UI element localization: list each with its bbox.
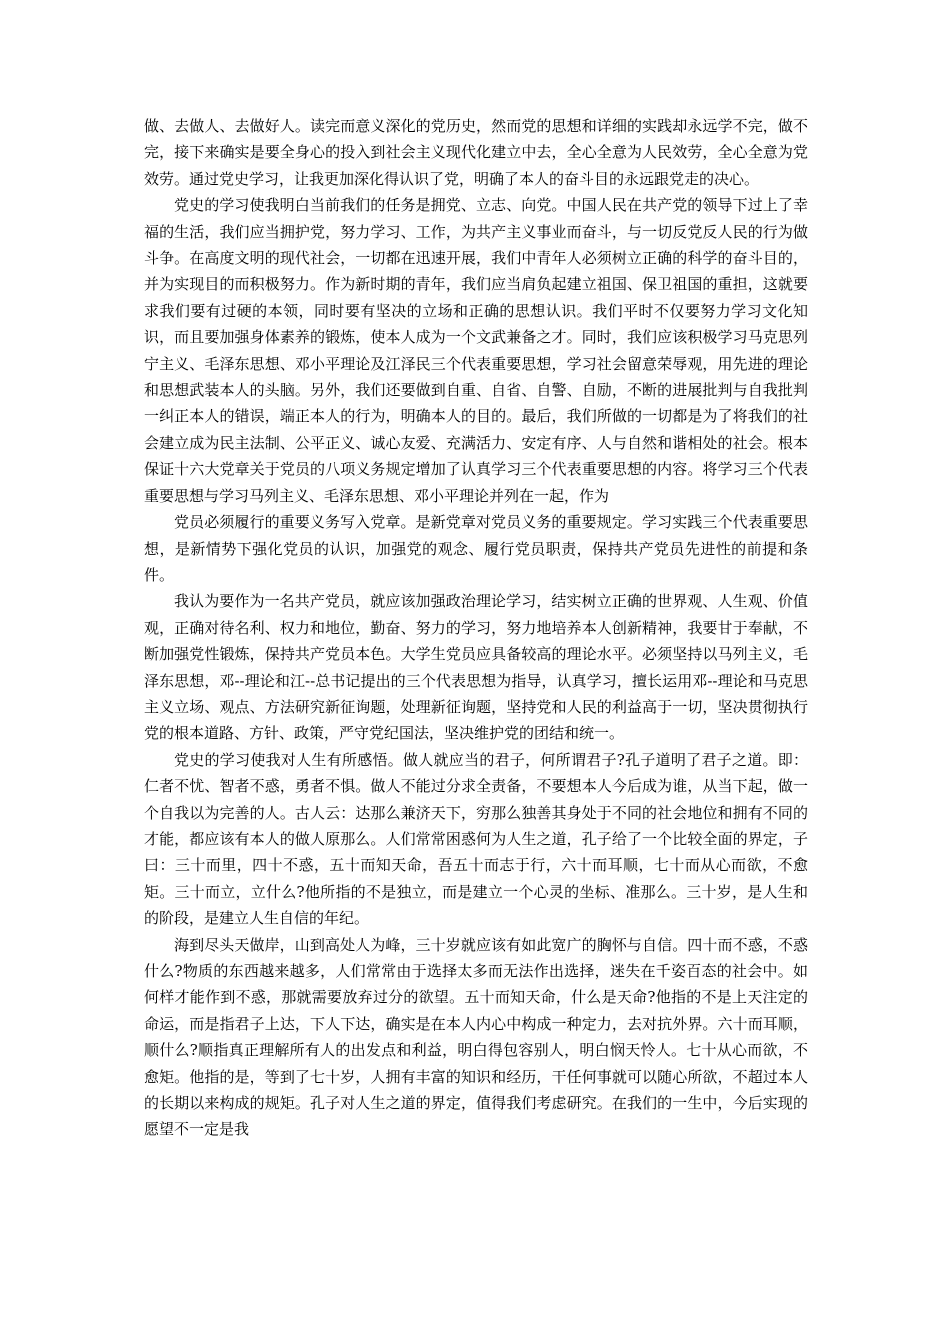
document-body: [144, 113, 808, 1143]
paragraph-5: 党史的学习使我对人生有所感悟。做人就应当的君子，何所谓君子?孔子道明了君子之道。即：仁者不忧、智者不惑，勇者不惧。做人不能过分求全责备，不要想本人今后成为谁，从当下起，做一个自我以为完善的人。古人云：达那么兼济天下，穷那么独善其身处于不同的社会地位和拥有不同的才能，都应该有本人的做人原那么。人们常常困惑何为人生之道，孔子给了一个比较全面的界定，子曰：三十而里，四十不惑，五十而知天命，吾五十而志于行，六十而耳顺，七十而从心而欲，不愈矩。三十而立，立什么?他所指的不是独立，而是建立一个心灵的坐标、准那么。三十岁，是人生和的阶段，是建立人生自信的年纪。: [144, 750, 808, 928]
paragraph-3: 党员必须履行的重要义务写入党章。是新党章对党员义务的重要规定。学习实践三个代表重要思想，是新情势下强化党员的认识，加强党的观念、履行党员职责，保持共产党员先进性的前提和条件。: [144, 513, 808, 584]
paragraph-1: 做、去做人、去做好人。读完而意义深化的党历史，然而党的思想和详细的实践却永远学不完，做不完，接下来确实是要全身心的投入到社会主义现代化建立中去，全心全意为人民效劳，全心全意为党效劳。通过党史学习，让我更加深化得认识了党，明确了本人的奋斗目的永远跟党走的决心。: [144, 117, 808, 188]
paragraph-2: 党史的学习使我明白当前我们的任务是拥党、立志、向党。中国人民在共产党的领导下过上了幸福的生活，我们应当拥护党，努力学习、工作，为共产主义事业而奋斗，与一切反党反人民的行为做斗争。在高度文明的现代社会，一切都在迅速开展，我们中青年人必须树立正确的科学的奋斗目的，并为实现目的而积极努力。作为新时期的青年，我们应当肩负起建立祖国、保卫祖国的重担，这就要求我们要有过硬的本领，同时要有坚决的立场和正确的思想认识。我们平时不仅要努力学习文化知识，而且要加强身体素养的锻炼，使本人成为一个文武兼备之才。同时，我们应该积极学习马克思列宁主义、毛泽东思想、邓小平理论及江泽民三个代表重要思想，学习社会留意荣辱观，用先进的理论和思想武装本人的头脑。另外，我们还要做到自重、自省、自警、自励，不断的进展批判与自我批判一纠正本人的错误，端正本人的行为，明确本人的目的。最后，我们所做的一切都是为了将我们的社会建立成为民主法制、公平正义、诚心友爱、充满活力、安定有序、人与自然和谐相处的社会。根本保证十六大党章关于党员的八项义务规定增加了认真学习三个代表重要思想的内容。将学习三个代表重要思想与学习马列主义、毛泽东思想、邓小平理论并列在一起，作为: [144, 196, 808, 505]
paragraph-6: 海到尽头天做岸，山到高处人为峰，三十岁就应该有如此宽广的胸怀与自信。四十而不惑，不惑什么?物质的东西越来越多，人们常常由于选择太多而无法作出选择，迷失在千姿百态的社会中。如何样才能作到不惑，那就需要放弃过分的欲望。五十而知天命，什么是天命?他指的不是上天注定的命运，而是指君子上达，下人下达，确实是在本人内心中构成一种定力，去对抗外界。六十而耳顺，顺什么?顺指真正理解所有人的出发点和利益，明白得包容别人，明白悯天怜人。七十从心而欲，不愈矩。他指的是，等到了七十岁，人拥有丰富的知识和经历，干任何事就可以随心所欲，不超过本人的长期以来构成的规矩。孔子对人生之道的界定，值得我们考虑研究。在我们的一生中，今后实现的愿望不一定是我: [144, 935, 808, 1139]
paragraph-4: 我认为要作为一名共产党员，就应该加强政治理论学习，结实树立正确的世界观、人生观、价值观，正确对待名利、权力和地位，勤奋、努力的学习，努力地培养本人创新精神，我要甘于奉献，不断加强党性锻炼，保持共产党员本色。大学生党员应具备较高的理论水平。必须坚持以马列主义，毛泽东思想，邓--理论和江--总书记提出的三个代表思想为指导，认真学习，擅长运用邓--理论和马克思主义立场、观点、方法研究新征询题，处理新征询题，坚持党和人民的利益高于一切，坚决贯彻执行党的根本道路、方针、政策，严守党纪国法，坚决维护党的团结和统一。: [144, 592, 808, 743]
